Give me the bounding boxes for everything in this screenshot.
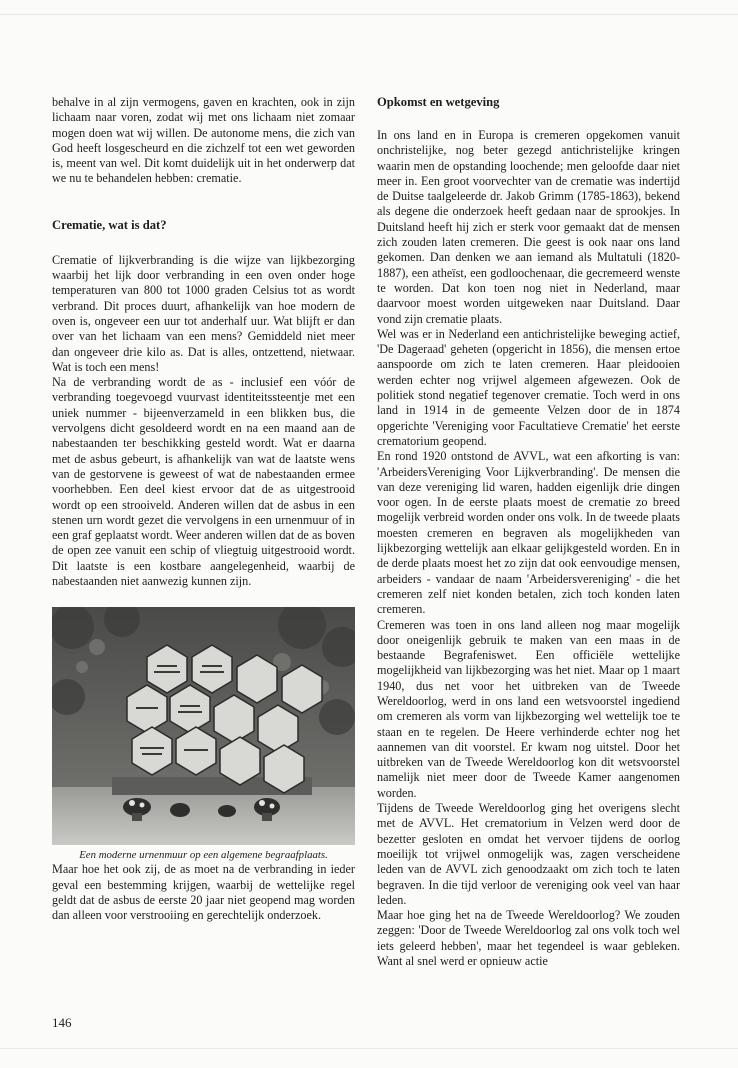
figure-caption: Een moderne urnenmuur op een algemene begraafplaats. [79, 849, 328, 862]
section-heading-crematie: Crematie, wat is dat? [52, 217, 167, 232]
right-column [377, 95, 680, 969]
paragraph: Maar hoe het ook zij, de as moet na de verbranding in ieder geval een bestemming krijgen, waarbij de wettelijke regel geldt dat de asbus de eerste 20 jaar niet geopend mag worden dan alleen voor verstrooiing en gerechtelijk onderzoek. [52, 862, 355, 923]
page-number: 146 [52, 1015, 72, 1030]
intro-paragraph: behalve in al zijn vermogens, gaven en krachten, ook in zijn lichaam naar voren, zodat wij met ons lichaam niet zomaar mogen doen wat wij willen. De autonome mens, die zich van God heeft losgescheurd en die zichzelf tot een wet geworden is, meent van wel. Dit komt duidelijk uit in het onderwerp dat we nu te behandelen hebben: crematie. [52, 95, 355, 186]
section-heading-opkomst: Opkomst en wetgeving [377, 95, 500, 109]
figure-urn-wall [52, 607, 355, 862]
paragraph: Na de verbranding wordt de as - inclusief een vóór de verbranding toegevoegd vuurvast identiteitssteentje met een uniek nummer - bijeenverzameld in een blikken bus, die vervolgens dicht gesoldeerd wordt en na een maand aan de nabestaanden ter beschikking gesteld wordt. Wat er daarna met de asbus gebeurt, is afhankelijk van wat de laatste wens van de gestorvene is geweest of wat de nabestaanden ermee voorhebben. Een deel kiest ervoor dat de as uitgestrooid wordt op een strooiveld. Anderen willen dat de asbus in een stenen urn wordt gezet die vervolgens in een urnenmuur of in een graf geplaatst wordt. Weer anderen willen dat de as boven de open zee vanuit een schip of vliegtuig uitgestrooid wordt. Dit laatste is een kostbare aangelegenheid, waarbij de nabestaanden niet aanwezig kunnen zijn. [52, 375, 355, 589]
paragraph: Maar hoe ging het na de Tweede Wereldoorlog? We zouden zeggen: 'Door de Tweede Wereldoorlog zal ons volk toch wel iets geleerd hebben', maar het tegendeel is waar gebleken. Want al snel werd er opnieuw actie [377, 908, 680, 969]
paragraph: Wel was er in Nederland een antichristelijke beweging actief, 'De Dageraad' geheten (opgericht in 1856), die mensen ertoe aanspoorde om zich te laten cremeren. Haar pleidooien werden echter nog vrijwel algemeen afgewezen. Ook de politiek stond negatief tegenover crematie. Toch werd in ons land in 1914 in de gemeente Velzen door de in 1874 opgerichte 'Vereniging voor Facultatieve Crematie' het eerste crematorium geopend. [377, 326, 680, 448]
paragraph: En rond 1920 ontstond de AVVL, wat een afkorting is van: 'ArbeidersVereniging Voor Lijkverbranding'. De mensen die van deze vereniging lid waren, hadden eigenlijk drie dingen voor ogen. In de eerste plaats moest de crematie zo breed mogelijk verbreid worden onder ons volk. In de tweede plaats moesten cremeren en begraven als mogelijkheden van lijkbezorging wettelijk aan elkaar gelijkgesteld worden. En in de derde plaats moest het zo zijn dat ook eenvoudige mensen, arbeiders - vandaar de naam 'Arbeidersvereniging' - die het cremeren zelf niet konden betalen, zich toch konden laten cremeren. [377, 449, 680, 617]
left-column [52, 95, 355, 924]
paragraph: Cremeren was toen in ons land alleen nog maar mogelijk door oneigenlijk gebruik te maken van een maas in de bestaande Begrafeniswet. Een officiële wettelijke mogelijkheid van lijkbezorging was het niet. Maar op 1 maart 1940, dus net voor het uitbreken van de Tweede Wereldoorlog, werd in ons land een wetsvoorstel ingediend om cremeren als vorm van lijkbezorging wel wettelijk toe te staan en te regelen. De Heere verhinderde echter nog het aannemen van dit voorstel. Er kwam nog uitstel. Door het uitbreken van de Tweede Wereldoorlog kon dit wetsvoorstel namelijk niet meer door de Tweede Kamer aangenomen worden. [377, 617, 680, 800]
paragraph: Tijdens de Tweede Wereldoorlog ging het overigens slecht met de AVVL. Het crematorium in Velzen werd door de bezetter gesloten en omdat het vervoer tijdens de oorlog moeilijk tot vrijwel onmogelijk was, zagen verscheidene leden van de AVVL zich genoodzaakt om zich toch te laten begraven. In die tijd verloor de vereniging ook veel van haar leden. [377, 801, 680, 907]
urn-wall-photo [52, 607, 355, 845]
top-rule [0, 14, 738, 15]
bottom-rule [0, 1048, 738, 1049]
paragraph: Crematie of lijkverbranding is die wijze van lijkbezorging waarbij het lijk door verbranding in een oven onder hoge temperaturen van 800 tot 1000 graden Celsius tot as wordt verbrand. Dit proces duurt, afhankelijk van hoe modern de oven is, ongeveer een uur tot anderhalf uur. Wat blijft er dan over van het lichaam van een mens? Gemiddeld niet meer dan ongeveer drie kilo as. Dat is alles, ontzettend, nietwaar. Wat is toch een mens! [52, 252, 355, 374]
paragraph: In ons land en in Europa is cremeren opgekomen vanuit onchristelijke, nog beter gezegd antichristelijke kringen waarin men de opstanding loochende; men geloofde daar niet meer in. Een groot voorvechter van de crematie was indertijd de Duitse taalgeleerde dr. Jakob Grimm (1785-1863), bekend als degene die onderzoek heeft gedaan naar de sprookjes. In Duitsland heeft hij zich er sterk voor gemaakt dat de mensen zich zouden laten cremeren. Die geest is ook naar ons land gekomen. Dan denken we aan iemand als Multatuli (1820-1887), een atheïst, een godloochenaar, die gecremeerd wenste te worden. Dat kon toen nog niet in Nederland, maar daarvoor moest worden uitgeweken naar Duitsland. Daar vond zijn crematie plaats. [377, 128, 680, 326]
